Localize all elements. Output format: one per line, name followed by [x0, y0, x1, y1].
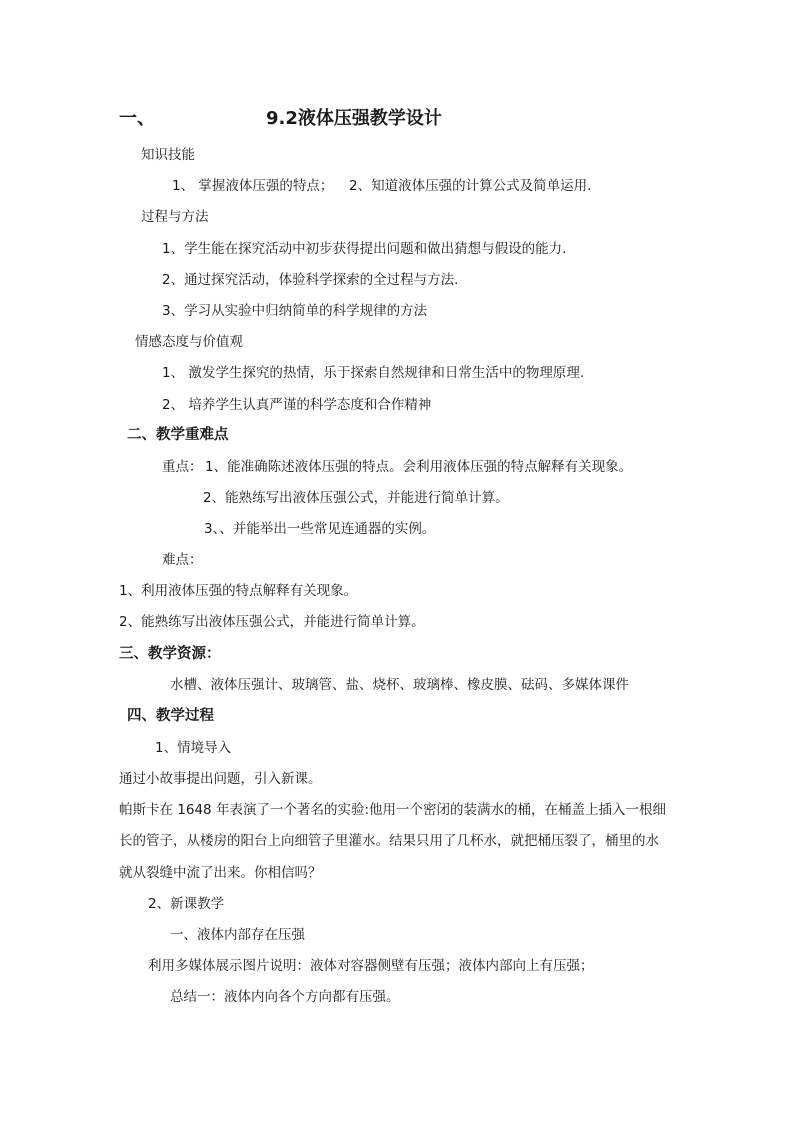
section-number: 一、 [119, 108, 155, 129]
summary-text: 总结一：液体内向各个方向都有压强。 [170, 989, 400, 1005]
story-line-2: 长的管子，从楼房的阳台上向细管子里灌水。结果只用了几杯水，就把桶压裂了，桶里的水 [119, 833, 659, 849]
emotion-heading: 情感态度与价值观 [135, 334, 243, 350]
resources-list: 水槽、液体压强计、玻璃管、盐、烧杯、玻璃棒、橡皮膜、砝码、多媒体课件 [170, 677, 629, 693]
knowledge-heading: 知识技能 [141, 147, 195, 163]
emotion-item-2: 2、 培养学生认真严谨的科学态度和合作精神 [162, 397, 432, 413]
key-label: 重点： [162, 459, 203, 475]
knowledge-item-2: 2、知道液体压强的计算公式及简单运用. [349, 178, 592, 194]
process-item-3: 3、学习从实验中归纳简单的科学规律的方法 [162, 303, 428, 319]
key-item-3: 3、、并能举出一些常见连通器的实例。 [204, 521, 436, 537]
resources-heading: 三、教学资源： [119, 646, 221, 662]
story-line-3: 就从裂缝中流了出来。你相信吗？ [119, 865, 322, 881]
key-points-heading: 二、教学重难点 [127, 427, 229, 443]
step-2-heading: 2、新课教学 [148, 896, 225, 912]
emotion-item-1: 1、 激发学生探究的热情，乐于探索自然规律和日常生活中的物理原理. [162, 365, 585, 381]
process-section-heading: 四、教学过程 [127, 708, 214, 724]
key-item-1: 1、能准确陈述液体压强的特点。会利用液体压强的特点解释有关现象。 [205, 459, 633, 475]
page-title: 9.2液体压强教学设计 [266, 108, 442, 129]
knowledge-item-1: 1、 掌握液体压强的特点； [172, 178, 334, 194]
step-1-heading: 1、情境导入 [155, 740, 232, 756]
process-heading: 过程与方法 [141, 209, 209, 225]
difficult-label: 难点： [162, 552, 203, 568]
difficult-item-2: 2、能熟练写出液体压强公式，并能进行简单计算。 [119, 614, 425, 630]
intro-text: 通过小故事提出问题，引入新课。 [119, 771, 322, 787]
difficult-item-1: 1、利用液体压强的特点解释有关现象。 [119, 583, 358, 599]
key-item-2: 2、能熟练写出液体压强公式，并能进行简单计算。 [203, 490, 509, 506]
process-item-1: 1、学生能在探究活动中初步获得提出问题和做出猜想与假设的能力. [162, 241, 567, 257]
demo-text: 利用多媒体展示图片说明：液体对容器侧壁有压强；液体内部向上有压强； [148, 958, 594, 974]
process-item-2: 2、通过探究活动，体验科学探索的全过程与方法. [162, 272, 459, 288]
subsection-1-heading: 一、液体内部存在压强 [170, 927, 305, 943]
story-line-1: 帕斯卡在 1648 年表演了一个著名的实验:他用一个密闭的装满水的桶，在桶盖上插入一根细 [119, 802, 666, 818]
